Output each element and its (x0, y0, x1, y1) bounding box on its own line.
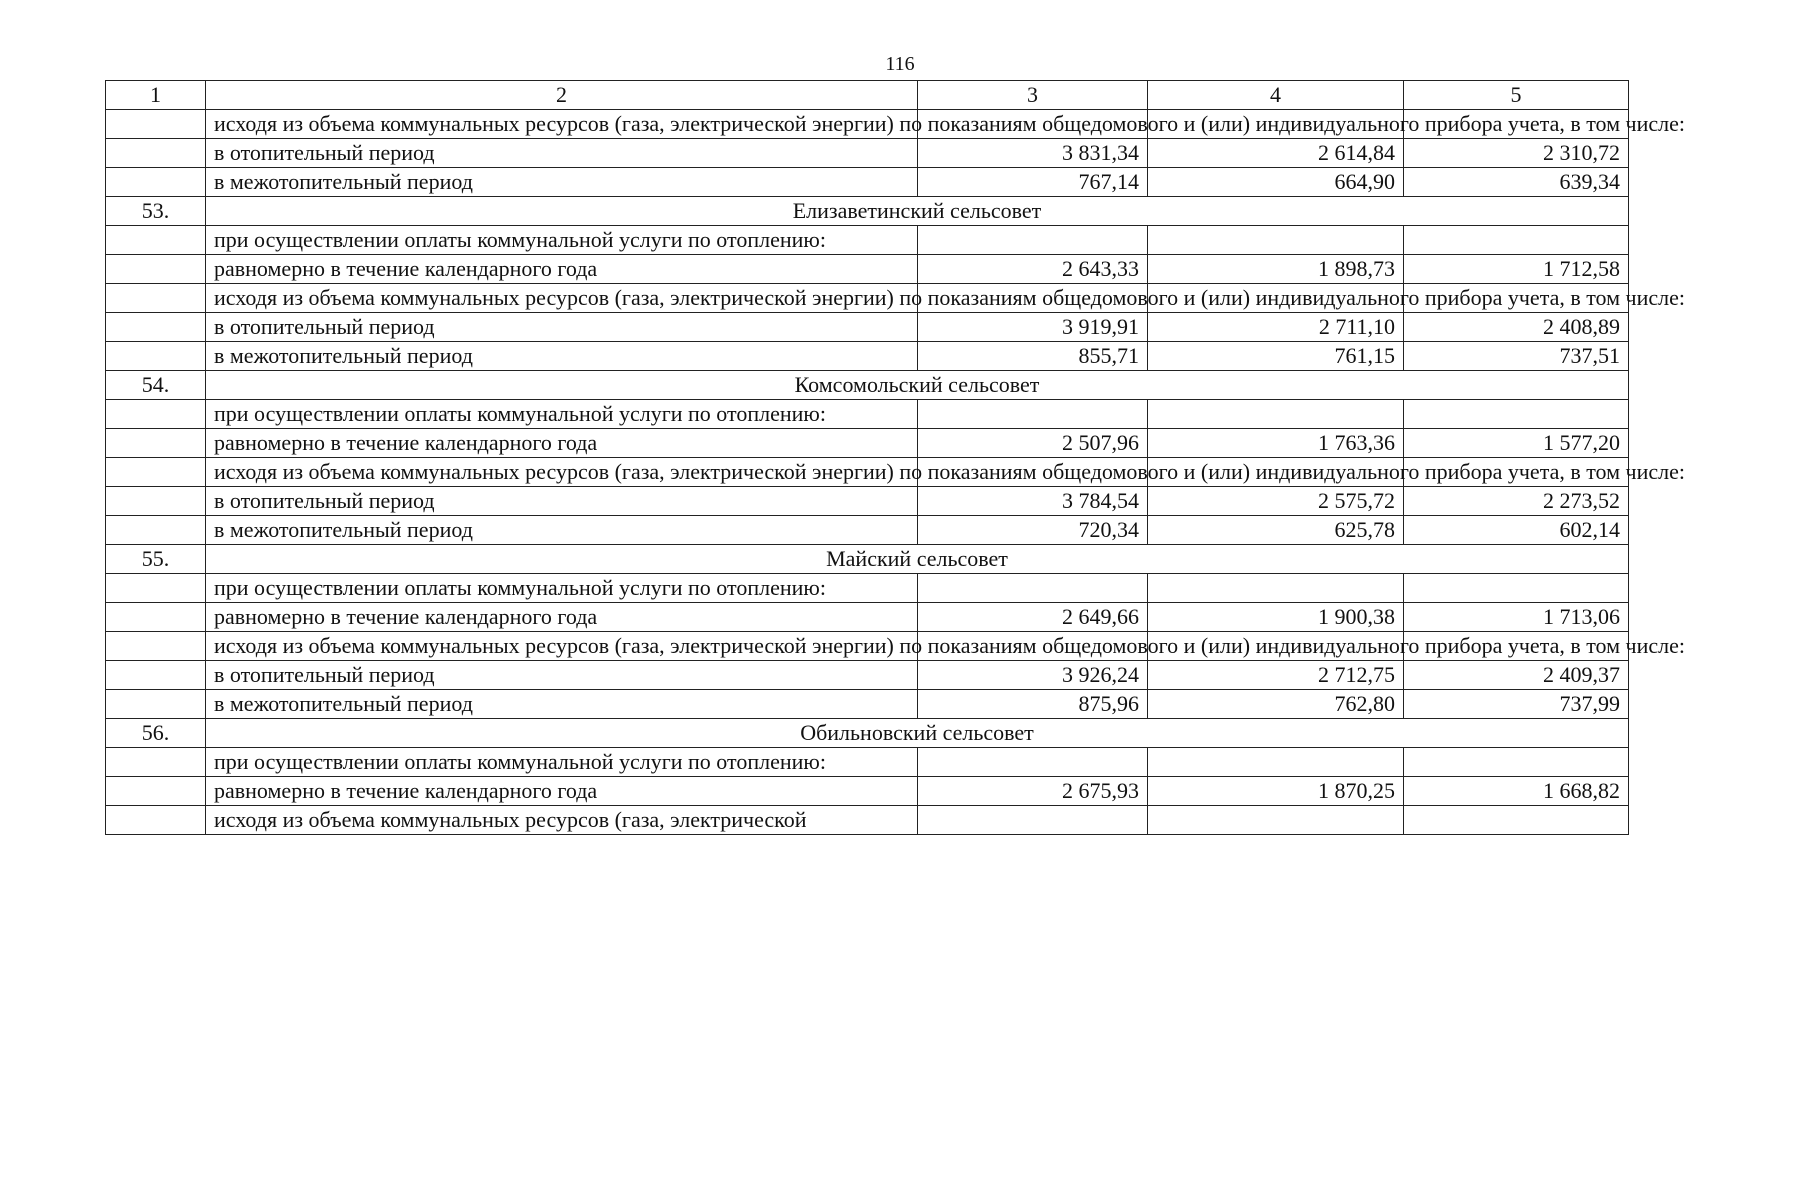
row-label: исходя из объема коммунальных ресурсов (газа, электрической (206, 806, 918, 835)
table-row (106, 429, 1629, 458)
value-col-4 (1148, 748, 1404, 777)
header-col-1: 1 (106, 81, 206, 110)
row-label: в отопительный период (206, 139, 918, 168)
row-number-cell (106, 777, 206, 806)
section-number: 54. (106, 371, 206, 400)
row-label: в отопительный период (206, 661, 918, 690)
value-col-5: 737,51 (1404, 342, 1629, 371)
section-number: 56. (106, 719, 206, 748)
table-row (106, 574, 1629, 603)
header-row (106, 81, 1629, 110)
row-number-cell (106, 110, 206, 139)
value-col-5 (1404, 574, 1629, 603)
section-row (106, 545, 1629, 574)
table-row (106, 255, 1629, 284)
header-col-4: 4 (1148, 81, 1404, 110)
value-col-5: 639,34 (1404, 168, 1629, 197)
row-label: равномерно в течение календарного года (206, 603, 918, 632)
row-number-cell (106, 487, 206, 516)
row-label: в межотопительный период (206, 342, 918, 371)
row-number-cell (106, 226, 206, 255)
value-col-3 (918, 748, 1148, 777)
value-col-3: 767,14 (918, 168, 1148, 197)
value-col-5: 2 409,37 (1404, 661, 1629, 690)
row-label: при осуществлении оплаты коммунальной услуги по отоплению: (206, 574, 918, 603)
section-row (106, 719, 1629, 748)
value-col-4: 2 614,84 (1148, 139, 1404, 168)
table-body (106, 110, 1686, 835)
value-col-4: 762,80 (1148, 690, 1404, 719)
value-col-5 (1404, 400, 1629, 429)
row-label: исходя из объема коммунальных ресурсов (газа, электрической энергии) по показаниям общедомового и (или) индивидуального прибора учета, в том числе: (206, 458, 918, 487)
value-col-3: 3 831,34 (918, 139, 1148, 168)
value-col-3: 3 919,91 (918, 313, 1148, 342)
value-col-4: 1 870,25 (1148, 777, 1404, 806)
row-number-cell (106, 342, 206, 371)
table-row (106, 661, 1629, 690)
section-number: 55. (106, 545, 206, 574)
row-number-cell (106, 400, 206, 429)
row-number-cell (106, 168, 206, 197)
value-col-3: 2 649,66 (918, 603, 1148, 632)
table-row (106, 400, 1629, 429)
value-col-3: 2 643,33 (918, 255, 1148, 284)
row-label: при осуществлении оплаты коммунальной услуги по отоплению: (206, 748, 918, 777)
row-label: в отопительный период (206, 487, 918, 516)
section-title: Комсомольский сельсовет (206, 371, 1629, 400)
row-number-cell (106, 748, 206, 777)
row-number-cell (106, 429, 206, 458)
row-label: в отопительный период (206, 313, 918, 342)
table-row (106, 342, 1629, 371)
table-row (106, 516, 1629, 545)
section-title: Елизаветинский сельсовет (206, 197, 1629, 226)
row-number-cell (106, 284, 206, 313)
row-number-cell (106, 516, 206, 545)
table-row (106, 284, 1629, 313)
row-number-cell (106, 313, 206, 342)
value-col-4: 1 900,38 (1148, 603, 1404, 632)
row-label: равномерно в течение календарного года (206, 255, 918, 284)
value-col-4: 2 711,10 (1148, 313, 1404, 342)
row-label: в межотопительный период (206, 516, 918, 545)
table-row (106, 139, 1629, 168)
row-number-cell (106, 458, 206, 487)
value-col-4 (1148, 226, 1404, 255)
row-number-cell (106, 603, 206, 632)
value-col-4: 2 575,72 (1148, 487, 1404, 516)
value-col-3: 875,96 (918, 690, 1148, 719)
row-label: исходя из объема коммунальных ресурсов (газа, электрической энергии) по показаниям общедомового и (или) индивидуального прибора учета, в том числе: (206, 110, 918, 139)
value-col-3: 720,34 (918, 516, 1148, 545)
table-row (106, 313, 1629, 342)
value-col-5: 1 712,58 (1404, 255, 1629, 284)
row-number-cell (106, 632, 206, 661)
header-col-5: 5 (1404, 81, 1629, 110)
value-col-3: 2 507,96 (918, 429, 1148, 458)
table-row (106, 226, 1629, 255)
value-col-5: 1 713,06 (1404, 603, 1629, 632)
section-number: 53. (106, 197, 206, 226)
value-col-3: 2 675,93 (918, 777, 1148, 806)
section-row (106, 197, 1629, 226)
row-label: в межотопительный период (206, 168, 918, 197)
value-col-4 (1148, 574, 1404, 603)
value-col-4: 1 898,73 (1148, 255, 1404, 284)
value-col-4: 664,90 (1148, 168, 1404, 197)
table-row (106, 458, 1629, 487)
section-title: Майский сельсовет (206, 545, 1629, 574)
header-col-2: 2 (206, 81, 918, 110)
header-col-3: 3 (918, 81, 1148, 110)
value-col-4 (1148, 806, 1404, 835)
value-col-3: 855,71 (918, 342, 1148, 371)
table-row (106, 777, 1629, 806)
value-col-4: 1 763,36 (1148, 429, 1404, 458)
value-col-5: 1 577,20 (1404, 429, 1629, 458)
value-col-3 (918, 574, 1148, 603)
table-row (106, 603, 1629, 632)
row-number-cell (106, 574, 206, 603)
value-col-3 (918, 400, 1148, 429)
tariff-table (105, 80, 1686, 835)
value-col-4: 625,78 (1148, 516, 1404, 545)
page-number: 116 (885, 53, 915, 75)
value-col-5: 2 310,72 (1404, 139, 1629, 168)
row-number-cell (106, 661, 206, 690)
row-number-cell (106, 690, 206, 719)
table-row (106, 168, 1629, 197)
row-label: в межотопительный период (206, 690, 918, 719)
row-label: при осуществлении оплаты коммунальной услуги по отоплению: (206, 226, 918, 255)
table-row (106, 748, 1629, 777)
value-col-3 (918, 806, 1148, 835)
table-row (106, 110, 1629, 139)
section-title: Обильновский сельсовет (206, 719, 1629, 748)
value-col-5: 2 408,89 (1404, 313, 1629, 342)
value-col-3: 3 784,54 (918, 487, 1148, 516)
row-label: при осуществлении оплаты коммунальной услуги по отоплению: (206, 400, 918, 429)
value-col-4: 2 712,75 (1148, 661, 1404, 690)
value-col-5 (1404, 806, 1629, 835)
value-col-5 (1404, 748, 1629, 777)
value-col-3: 3 926,24 (918, 661, 1148, 690)
value-col-5 (1404, 226, 1629, 255)
value-col-5: 1 668,82 (1404, 777, 1629, 806)
value-col-4: 761,15 (1148, 342, 1404, 371)
table-row (106, 806, 1629, 835)
row-number-cell (106, 806, 206, 835)
row-number-cell (106, 139, 206, 168)
row-label: равномерно в течение календарного года (206, 429, 918, 458)
table-row (106, 632, 1629, 661)
row-label: исходя из объема коммунальных ресурсов (газа, электрической энергии) по показаниям общедомового и (или) индивидуального прибора учета, в том числе: (206, 632, 918, 661)
value-col-3 (918, 226, 1148, 255)
value-col-4 (1148, 400, 1404, 429)
row-label: исходя из объема коммунальных ресурсов (газа, электрической энергии) по показаниям общедомового и (или) индивидуального прибора учета, в том числе: (206, 284, 918, 313)
section-row (106, 371, 1629, 400)
row-label: равномерно в течение календарного года (206, 777, 918, 806)
value-col-5: 602,14 (1404, 516, 1629, 545)
row-number-cell (106, 255, 206, 284)
value-col-5: 737,99 (1404, 690, 1629, 719)
value-col-5: 2 273,52 (1404, 487, 1629, 516)
table-row (106, 487, 1629, 516)
table-row (106, 690, 1629, 719)
